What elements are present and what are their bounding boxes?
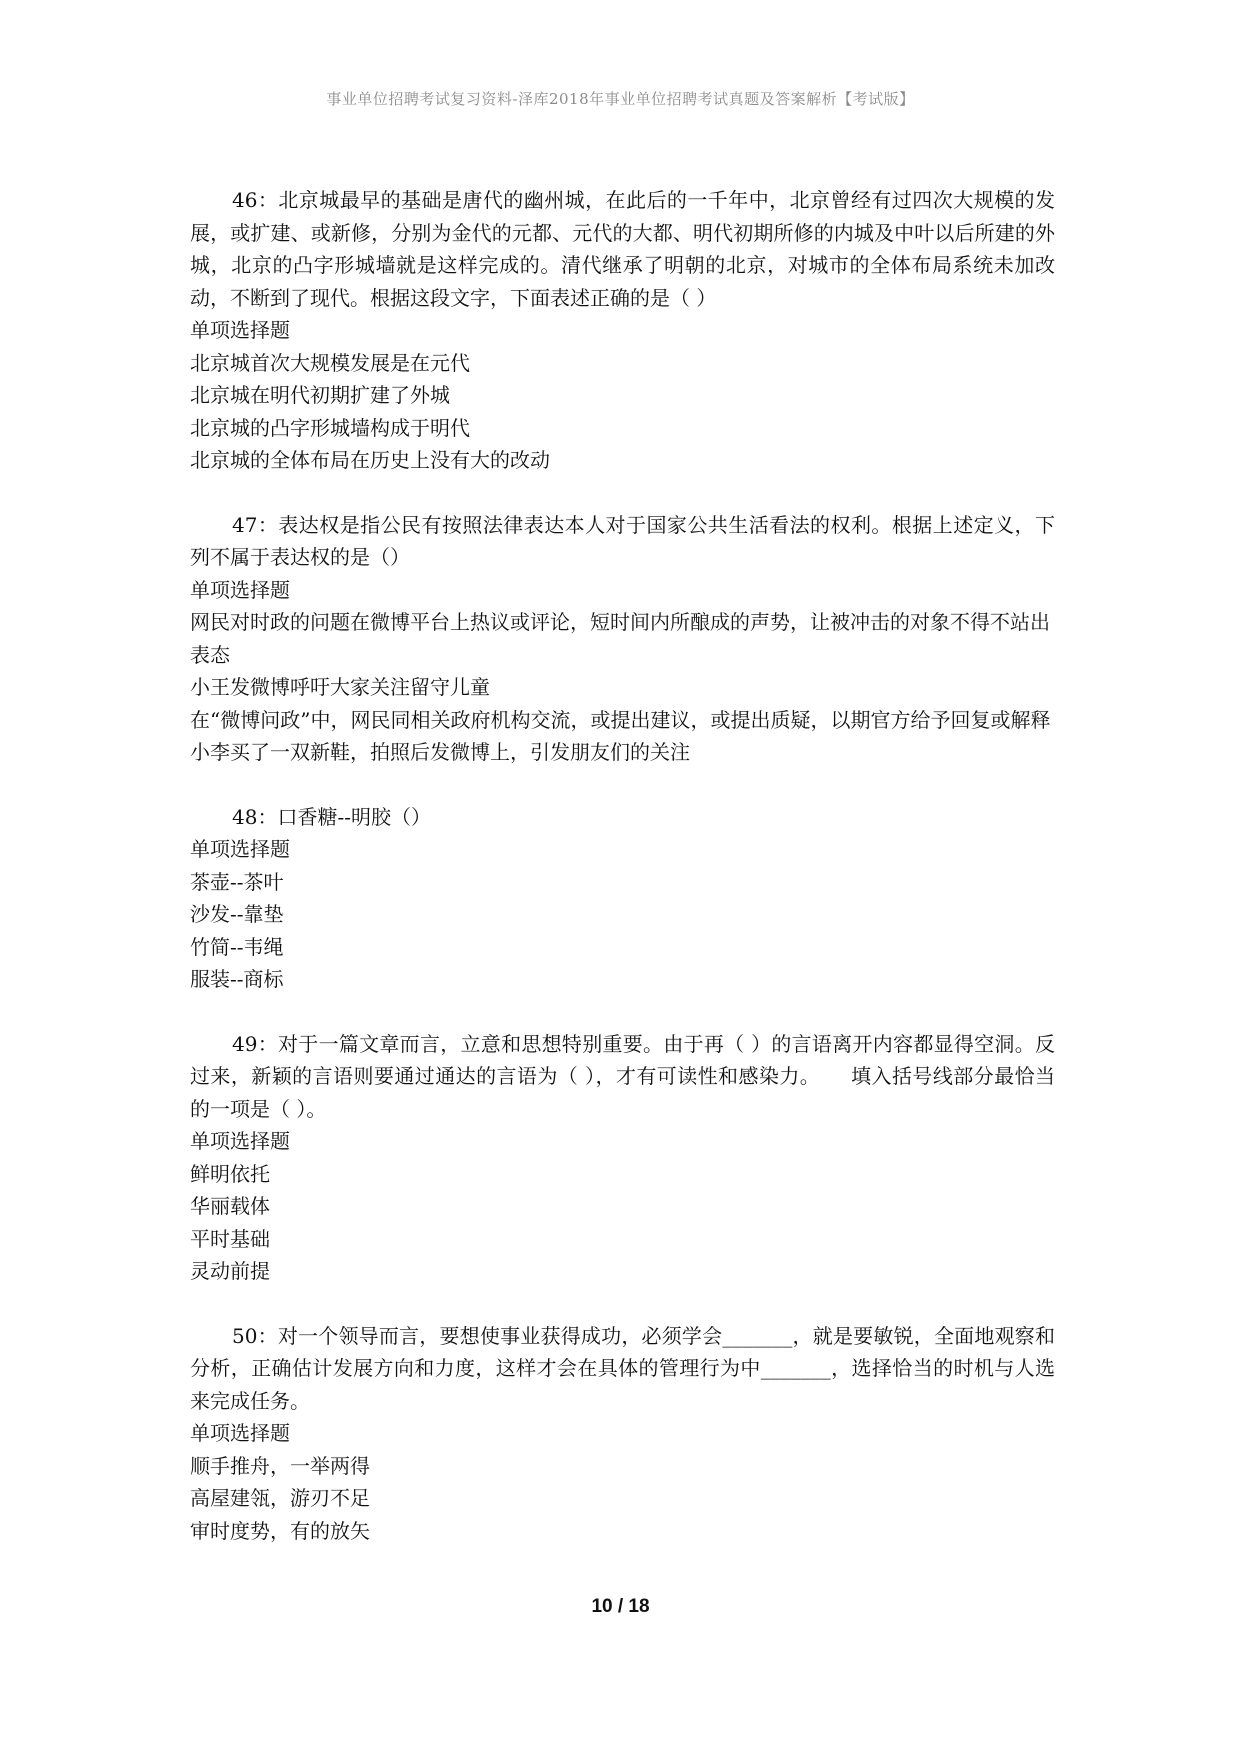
- option-d: 小李买了一双新鞋，拍照后发微博上，引发朋友们的关注: [190, 740, 690, 764]
- option-b: 小王发微博呼吁大家关注留守儿童: [190, 675, 490, 699]
- question-stem: 49：对于一篇文章而言，立意和思想特别重要。由于再（ ）的言语离开内容都显得空洞。反过来，新颖的言语则要通过通达的言语为（ ），才有可读性和感染力。 填入括号线部分最恰当的一项是（ ）。: [190, 1031, 1055, 1121]
- option-a: 鲜明依托: [190, 1161, 270, 1186]
- option-c: 在“微博问政”中，网民同相关政府机构交流，或提出建议，或提出质疑，以期官方给予回复或解释: [190, 707, 1051, 732]
- document-body: [190, 184, 1055, 1579]
- option-a: 北京城首次大规模发展是在元代: [190, 350, 470, 375]
- question-type: 单项选择题: [190, 577, 290, 602]
- option-b: 高屋建瓴，游刃不足: [190, 1486, 370, 1510]
- option-c: 北京城的凸字形城墙构成于明代: [190, 415, 470, 440]
- option-b: 华丽载体: [190, 1194, 270, 1218]
- option-b: 沙发--靠垫: [190, 902, 284, 926]
- question-46: [190, 184, 1055, 477]
- question-stem: 50：对一个领导而言，要想使事业获得成功，必须学会_______，就是要敏锐，全面地观察和分析，正确估计发展方向和力度，这样才会在具体的管理行为中_______，选择恰当的时机与人选来完成任务。: [190, 1323, 1055, 1413]
- option-d: 北京城的全体布局在历史上没有大的改动: [190, 448, 550, 472]
- question-48: [190, 801, 1055, 996]
- option-c: 竹简--韦绳: [190, 934, 284, 959]
- page-number: 10 / 18: [591, 1596, 650, 1617]
- question-50: [190, 1320, 1055, 1548]
- question-stem: 47：表达权是指公民有按照法律表达本人对于国家公共生活看法的权利。根据上述定义，下列不属于表达权的是（）: [190, 512, 1055, 569]
- option-d: 灵动前提: [190, 1259, 270, 1283]
- option-d: 服装--商标: [190, 967, 284, 991]
- question-49: [190, 1028, 1055, 1288]
- question-type: 单项选择题: [190, 837, 290, 861]
- question-stem: 48：口香糖--明胶（）: [232, 804, 431, 829]
- question-stem: 46：北京城最早的基础是唐代的幽州城，在此后的一千年中，北京曾经有过四次大规模的发展，或扩建、或新修，分别为金代的元都、元代的大都、明代初期所修的内城及中叶以后所建的外城，北京的凸字形城墙就是这样完成的。清代继承了明朝的北京，对城市的全体布局系统未加改动，不断到了现代。根据这段文字，下面表述正确的是（ ）: [190, 188, 1055, 310]
- option-a: 网民对时政的问题在微博平台上热议或评论，短时间内所酿成的声势，让被冲击的对象不得不站出表态: [190, 610, 1050, 667]
- option-a: 顺手推舟，一举两得: [190, 1453, 370, 1478]
- page-header: 事业单位招聘考试复习资料-泽库2018年事业单位招聘考试真题及答案解析【考试版】: [326, 90, 915, 108]
- question-type: 单项选择题: [190, 1129, 290, 1153]
- question-type: 单项选择题: [190, 1421, 290, 1445]
- option-a: 茶壶--茶叶: [190, 869, 284, 894]
- question-47: [190, 509, 1055, 769]
- option-c: 审时度势，有的放矢: [190, 1518, 370, 1543]
- option-b: 北京城在明代初期扩建了外城: [190, 383, 450, 407]
- option-c: 平时基础: [190, 1226, 270, 1251]
- question-type: 单项选择题: [190, 318, 290, 342]
